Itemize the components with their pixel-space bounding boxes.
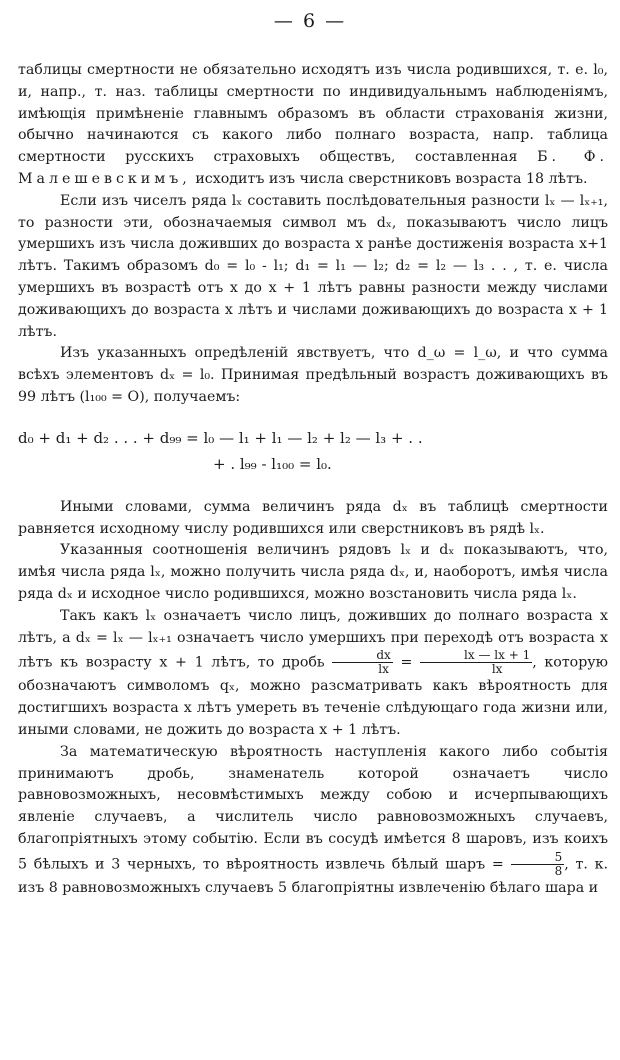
paragraph-6: Такъ какъ lₓ означаетъ число лицъ, доживших до полнаго возраста x лѣтъ, а dₓ = lₓ — lₓ₊₁ означаетъ число умершихъ при переходѣ отъ возраста x лѣтъ къ возрасту x + 1 лѣтъ, то дробь $\frac{dx}{lx}$ = $\frac{lx — lx + 1}{lx}$ , которую обозначаютъ символомъ qₓ, можно разсматривать какъ вѣроятность для достигшихъ возраста x лѣтъ умереть въ теченіе слѣдующаго года жизни или, иными словами, не дожить до возраста x + 1 лѣтъ. (18, 607, 608, 738)
paragraph-7 (18, 742, 608, 900)
paragraph-4: Иными словами, сумма величинъ ряда dₓ въ таблицѣ смертности равняется исходному числу родившихся или сверстниковъ въ рядѣ lₓ. (18, 498, 608, 537)
fraction-numerator: dx (332, 649, 392, 663)
fraction-difference-lx (420, 649, 532, 676)
fraction-dx-lx (332, 649, 392, 676)
body-text (18, 60, 608, 900)
paragraph-7-text: За математическую вѣроятность наступленія какого либо событія принимаютъ дробь, знаменатель которой означаетъ число равновозможныхъ, несовмѣстимыхъ между собою и исчерпывающихъ явленіе случаевъ, а числитель число равновозможныхъ случаевъ, благопріятныхъ этому событію. Если въ сосудѣ имѣется 8 шаровъ, изъ коихъ 5 бѣлыхъ и 3 черныхъ, то вѣроятность извлечь бѣлый шаръ = (18, 743, 608, 873)
page-number: — 6 — (273, 10, 347, 32)
fraction-denominator: lx (378, 662, 389, 677)
paragraph-7-tail: , т. к. изъ 8 равновозможныхъ случаевъ 5 благопріятны извлеченію бѣлаго шара и (18, 856, 609, 896)
paragraph-6-tail: , которую обозначаютъ символомъ qₓ, можно разсматривать какъ вѣроятность для достигшихъ возраста x лѣтъ умереть въ теченіе слѣдующаго года жизни или, иными словами, не дожить до возраста x + 1 лѣтъ. (18, 654, 608, 738)
formula-line-2: + . l₉₉ - l₁₀₀ = l₀. (213, 454, 332, 473)
fraction-denominator: 8 (554, 863, 563, 878)
paragraph-1-text: таблицы смертности не обязательно исходятъ изъ числа родившихся, т. е. l₀, и, напр., т. наз. таблицы смертности по индивидуальнымъ наблюденіямъ, имѣющія примѣненіе главнымъ образомъ въ области страхованія жизни, обычно начинаются съ какого либо полнаго возраста, напр. таблица смертности русскихъ страховыхъ обществъ, составленная (18, 62, 608, 166)
fraction-denominator: lx (491, 662, 503, 677)
paragraph-3: Изъ указанныхъ опредѣленій явствуетъ, что d_ω = l_ω, и что сумма всѣхъ элементовъ dₓ = l₀. Принимая предѣльный возрастъ доживающихъ въ 99 лѣтъ (l₁₀₀ = O), получаемъ: (18, 345, 608, 405)
fraction-numerator: 5 (511, 851, 565, 865)
fraction-numerator: lx — lx + 1 (420, 649, 532, 663)
formula-line-1: d₀ + d₁ + d₂ . . . + d₉₉ = l₀ — l₁ + l₁ — l₂ + l₂ — l₃ + . . (18, 428, 423, 447)
paragraph-1 (18, 60, 608, 191)
paragraph-6-text: Такъ какъ lₓ означаетъ число лицъ, доживших до полнаго возраста x лѣтъ, а dₓ = lₓ — lₓ₊₁ означаетъ число умершихъ при переходѣ отъ возраста x лѣтъ къ возрасту x + 1 лѣтъ, то дробь (18, 607, 608, 671)
formula-block (18, 425, 608, 477)
author-name: Б. Ф. Малешевскимъ, (18, 149, 608, 187)
paragraph-5: Указанныя соотношенія величинъ рядовъ lₓ и dₓ показываютъ, что, имѣя числа ряда lₓ, можно получить числа ряда dₓ, и, наоборотъ, имѣя числа ряда dₓ и исходное число родившихся, можно возстановить числа ряда lₓ. (18, 542, 608, 602)
paragraph-1-tail: исходитъ изъ числа сверстниковъ возраста 18 лѣтъ. (195, 170, 588, 187)
paragraph-2: Если изъ чиселъ ряда lₓ составить послѣдовательныя разности lₓ — lₓ₊₁, то разности эти, обозначаемыя символ мъ dₓ, показываютъ число лицъ умершихъ изъ числа доживших до возраста x ранѣе достиженія возраста x+1 лѣтъ. Такимъ образомъ d₀ = l₀ - l₁; d₁ = l₁ — l₂; d₂ = l₂ — l₃ . . , т. е. числа умершихъ въ возрастѣ отъ x до x + 1 лѣтъ равны разности между числами доживающихъ до возраста x лѣтъ и числами доживающихъ до возраста x + 1 лѣтъ. (18, 192, 608, 340)
fraction-five-eighths (511, 851, 565, 878)
